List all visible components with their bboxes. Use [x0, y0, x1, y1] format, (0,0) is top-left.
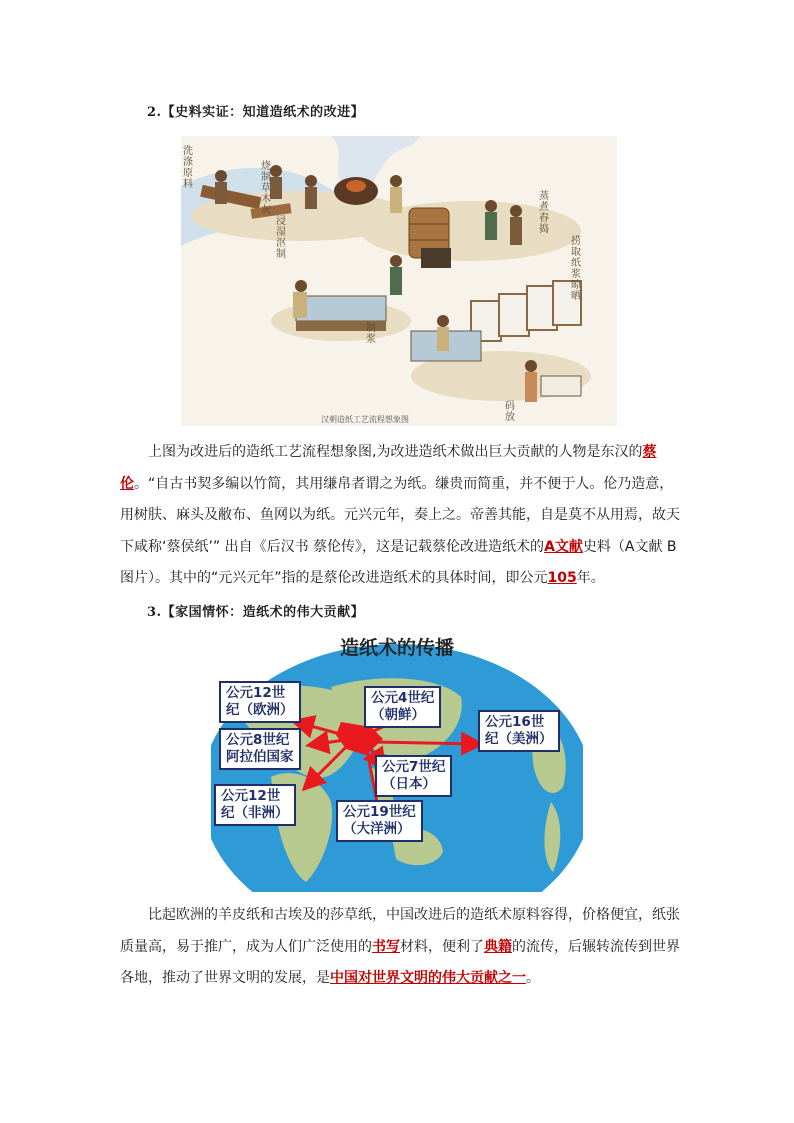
answer-highlight: A文献: [544, 538, 583, 555]
section2-heading: 2.【史料实证：知道造纸术的改进】: [147, 105, 365, 120]
step-label: 蒸煮舂捣: [539, 191, 549, 235]
papermaking-process-illustration: [181, 136, 617, 426]
answer-highlight: 典籍: [484, 938, 512, 955]
paper-spread-map: [211, 627, 583, 892]
spread-box-europe: 公元12世 纪（欧洲）: [219, 681, 301, 723]
step-label: 捞取纸浆晾晒: [571, 236, 581, 302]
section3-heading: 3.【家国情怀：造纸术的伟大贡献】: [147, 605, 365, 620]
answer-highlight: 中国对世界文明的伟大贡献之一: [330, 970, 526, 986]
process-scene: [181, 136, 617, 426]
answer-highlight: 书写: [372, 938, 400, 955]
spread-box-america: 公元16世 纪（美洲）: [478, 710, 560, 752]
answer-highlight: 蔡伦: [120, 444, 657, 492]
step-label: 码放: [505, 401, 515, 423]
paragraph-text: 。“自古书契多编以竹简，其用缣帛者谓之为纸。缣贵而简重，并不便于人。伦乃造意，用树肤、麻头及敝布、鱼网以为纸。元兴元年，奏上之。帝善其能，自是莫不从用焉，故天下咸称‘蔡侯纸’” 出自《后汉书 蔡伦传》，这是记载蔡伦改进造纸术的: [120, 475, 680, 555]
spread-box-oceania: 公元19世纪 （大洋洲）: [336, 800, 423, 842]
step-label: 浸湿沤制: [276, 216, 286, 260]
answer-highlight: 105: [547, 570, 577, 586]
section3-paragraph: [120, 900, 685, 995]
spread-box-japan: 公元7世纪 （日本）: [375, 755, 452, 797]
step-label: 洗涤原料: [183, 146, 193, 190]
step-label: 制浆: [366, 323, 376, 345]
map-title: 造纸术的传播: [339, 637, 454, 659]
paragraph-text: 的流传，后辗转流传到世界各地，推动了世界文明的发展，是: [120, 938, 680, 986]
paragraph-text: 上图为改进后的造纸工艺流程想象图,为改进造纸术做出巨大贡献的人物是东汉的: [148, 444, 643, 460]
section2-paragraph: [120, 437, 685, 595]
spread-box-korea: 公元4世纪 （朝鲜）: [364, 686, 441, 728]
figure-caption: 汉朝造纸工艺流程想象图: [321, 415, 409, 424]
step-label: 烧制草木灰: [261, 161, 271, 216]
paragraph-text: 比起欧洲的羊皮纸和古埃及的莎草纸，中国改进后的造纸术原料容得，价格便宜，纸张质量高，易于推广，成为人们广泛使用的: [120, 907, 680, 955]
paragraph-text: 。: [526, 970, 540, 986]
spread-box-africa: 公元12世 纪（非洲）: [214, 784, 296, 826]
paragraph-text: 年。: [576, 570, 605, 586]
spread-box-arab: 公元8世纪 阿拉伯国家: [219, 728, 301, 770]
paragraph-text: 材料，便利了: [400, 938, 484, 955]
paragraph-text: 史料（A文献 B图片）。其中的“元兴元年”指的是蔡伦改进造纸术的具体时间，即公元: [120, 538, 677, 586]
